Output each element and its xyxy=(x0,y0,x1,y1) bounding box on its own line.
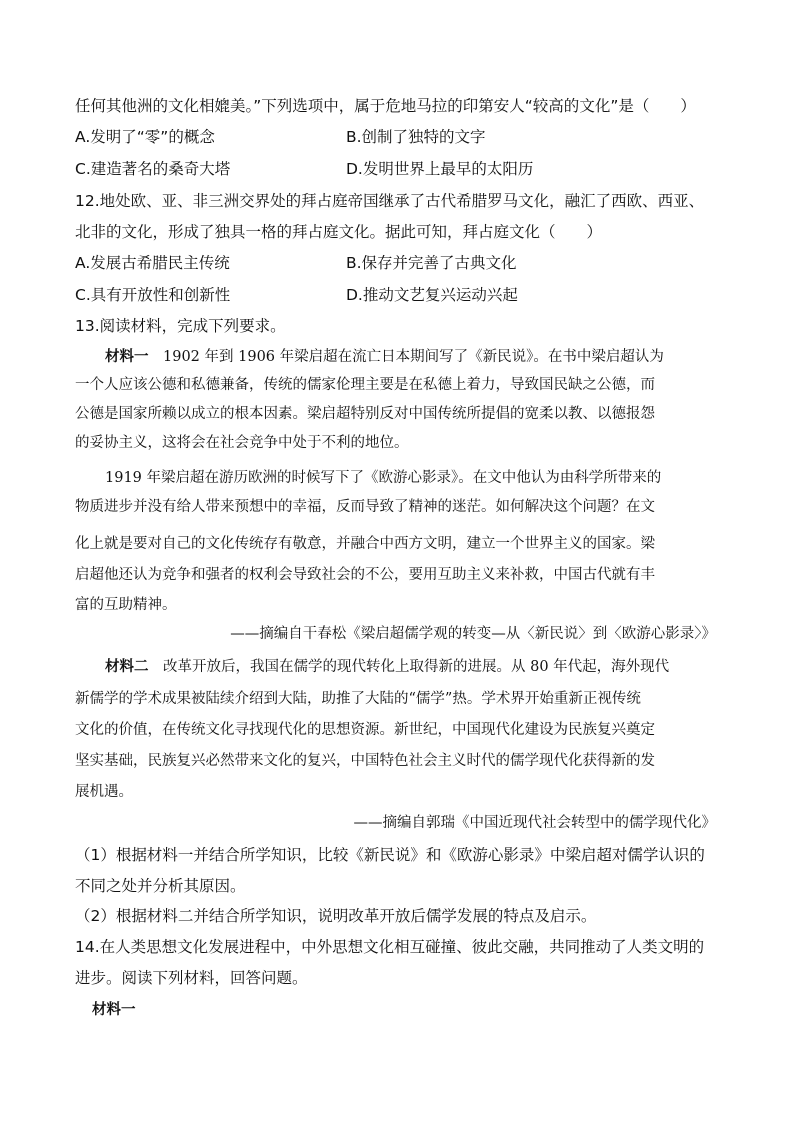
q13-stem: 13.阅读材料，完成下列要求。 xyxy=(75,317,286,335)
q12-option-c[interactable]: C.具有开放性和创新性 xyxy=(75,286,231,304)
q11-option-a[interactable]: A.发明了“零”的概念 xyxy=(75,128,215,146)
q13-material-2-line-2: 新儒学的学术成果被陆续介绍到大陆，助推了大陆的“儒学”热。学术界开始重新正视传统 xyxy=(75,691,641,707)
q13-material-2-line-1: 材料二 改革开放后，我国在儒学的现代转化上取得新的进展。从 80 年代起，海外现代 xyxy=(105,658,670,675)
q13-material-2-label: 材料二 xyxy=(105,658,149,675)
q13-material-2-source: ——摘编自郭瑞《中国近现代社会转型中的儒学现代化》 xyxy=(353,815,716,831)
q13-material-1-p2-line-2: 物质进步并没有给人带来预想中的幸福，反而导致了精神的迷茫。如何解决这个问题？在文 xyxy=(75,499,655,515)
q12-option-d[interactable]: D.推动文艺复兴运动兴起 xyxy=(346,286,518,304)
q12-stem-line-2: 北非的文化，形成了独具一格的拜占庭文化。据此可知，拜占庭文化（ ） xyxy=(75,223,603,241)
q13-material-2-line-5: 展机遇。 xyxy=(75,784,133,800)
q13-material-1-p2-line-1: 1919 年梁启超在游历欧洲的时候写下了《欧游心影录》。在文中他认为由科学所带来的 xyxy=(105,470,662,486)
q13-material-1-line-4: 的妥协主义，这将会在社会竞争中处于不利的地位。 xyxy=(75,435,409,451)
q13-question-1-line-1: （1）根据材料一并结合所学知识，比较《新民说》和《欧游心影录》中梁启超对儒学认识的 xyxy=(75,846,705,864)
q12-stem-line-1: 12.地处欧、亚、非三洲交界处的拜占庭帝国继承了古代希腊罗马文化，融汇了西欧、西亚、 xyxy=(75,192,705,210)
q13-material-2-line-3: 文化的价值，在传统文化寻找现代化的思想资源。新世纪，中国现代化建设为民族复兴奠定 xyxy=(75,722,655,738)
q13-material-1-p2-line-3: 化上就是要对自己的文化传统存有敬意，并融合中西方文明，建立一个世界主义的国家。梁 xyxy=(75,536,655,552)
q11-option-c[interactable]: C.建造著名的桑奇大塔 xyxy=(75,160,231,178)
q13-material-1-label: 材料一 xyxy=(105,348,149,365)
q14-stem-line-2: 进步。阅读下列材料，回答问题。 xyxy=(75,969,308,987)
q13-material-2-line-4: 坚实基础，民族复兴必然带来文化的复兴，中国特色社会主义时代的儒学现代化获得新的发 xyxy=(75,753,655,769)
q13-material-1-line-2: 一个人应该公德和私德兼备，传统的儒家伦理主要是在私德上着力，导致国民缺之公德，而 xyxy=(75,377,655,393)
q13-material-1-p2-line-4: 启超他还认为竞争和强者的权利会导致社会的不公，要用互助主义来补救，中国古代就有丰 xyxy=(75,567,655,583)
q13-material-1-line-3: 公德是国家所赖以成立的根本因素。梁启超特别反对中国传统所提倡的宽柔以教、以德报怨 xyxy=(75,406,655,422)
q13-material-1-line-1: 材料一 1902 年到 1906 年梁启超在流亡日本期间写了《新民说》。在书中梁启超认为 xyxy=(105,348,664,365)
q11-option-b[interactable]: B.创制了独特的文字 xyxy=(346,128,486,146)
q12-option-b[interactable]: B.保存并完善了古典文化 xyxy=(346,254,517,272)
q11-stem: 任何其他洲的文化相媲美。”下列选项中，属于危地马拉的印第安人“较高的文化”是（ ） xyxy=(75,97,696,115)
q11-option-d[interactable]: D.发明世界上最早的太阳历 xyxy=(346,160,534,178)
q13-question-1-line-2: 不同之处并分析其原因。 xyxy=(75,877,246,895)
q14-stem-line-1: 14.在人类思想文化发展进程中，中外思想文化相互碰撞、彼此交融，共同推动了人类文明的 xyxy=(75,938,705,956)
q13-question-2: （2）根据材料二并结合所学知识，说明改革开放后儒学发展的特点及启示。 xyxy=(75,907,597,925)
q12-option-a[interactable]: A.发展古希腊民主传统 xyxy=(75,254,230,272)
q13-material-1-p2-line-5: 富的互助精神。 xyxy=(75,597,177,613)
q13-material-1-source: ——摘编自干春松《梁启超儒学观的转变—从〈新民说〉到〈欧游心影录〉》 xyxy=(230,626,716,642)
q14-material-1-label: 材料一 xyxy=(92,1001,136,1018)
